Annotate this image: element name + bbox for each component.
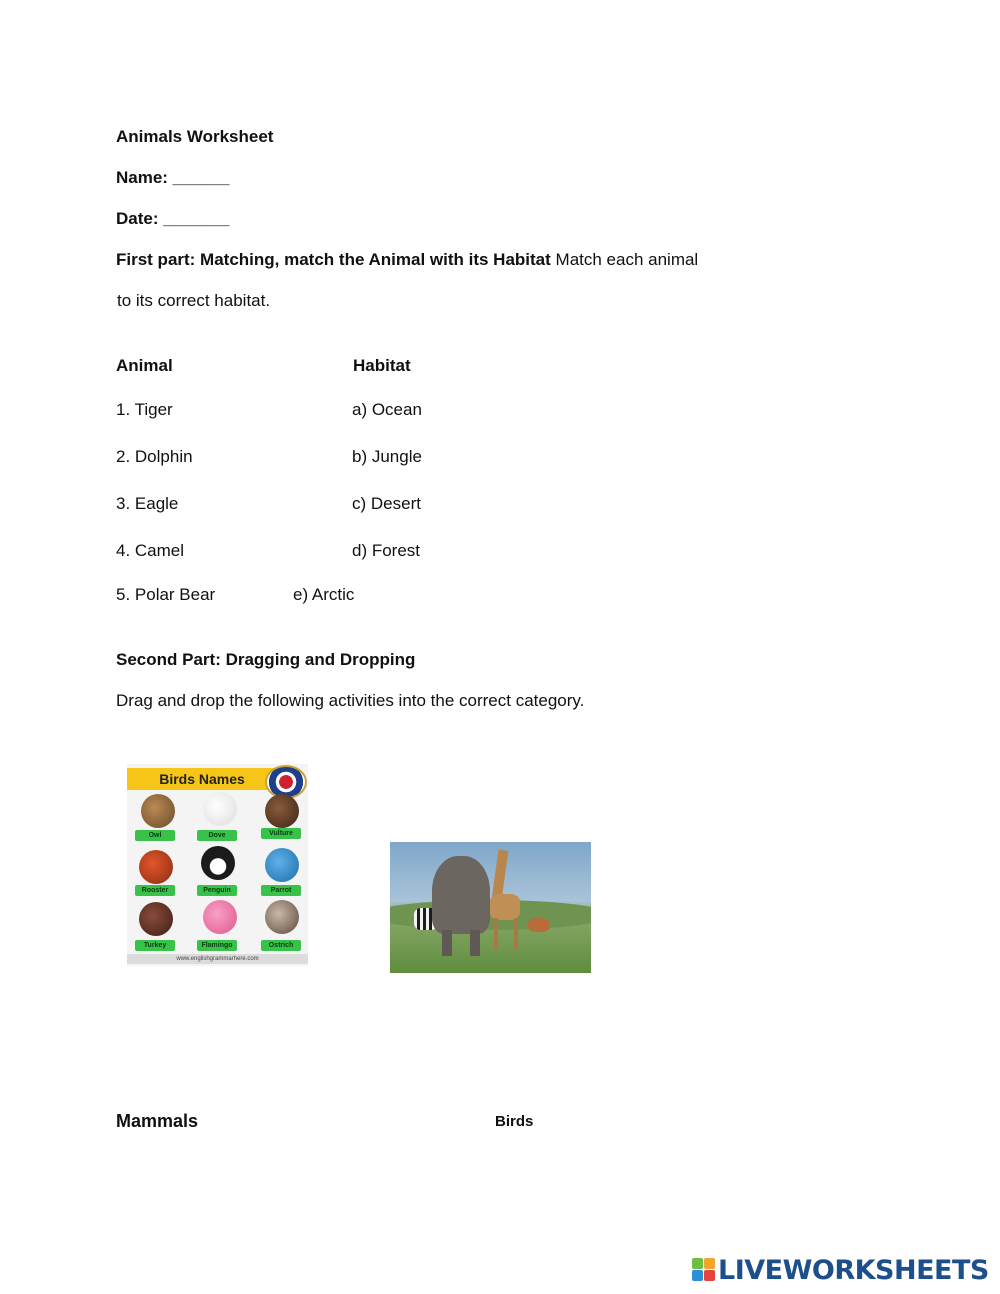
worksheet-title: Animals Worksheet — [116, 127, 274, 146]
elephant-leg — [442, 930, 452, 956]
name-field-label: Name: ______ — [116, 168, 230, 187]
poster-url: www.englishgrammarhere.com — [127, 954, 308, 964]
parrot-icon — [265, 848, 299, 882]
giraffe-neck — [492, 850, 509, 901]
poster-label-owl: Owl — [135, 830, 175, 841]
flamingo-icon — [203, 900, 237, 934]
animal-item-camel: 4. Camel — [116, 541, 185, 560]
habitat-item-arctic: e) Arctic — [293, 585, 355, 604]
part1-instruction-b: to its correct habitat. — [117, 291, 271, 310]
logo-text: LIVEWORKSHEETS — [718, 1254, 989, 1286]
poster-label-vulture: Vulture — [261, 828, 301, 839]
penguin-icon — [201, 846, 235, 880]
birds-poster-image[interactable] — [127, 764, 308, 966]
category-birds[interactable]: Birds — [495, 1113, 534, 1130]
habitat-item-ocean: a) Ocean — [352, 400, 422, 419]
ostrich-icon — [265, 900, 299, 934]
animal-item-polar-bear: 5. Polar Bear — [116, 585, 216, 604]
liveworksheets-logo-icon — [692, 1258, 716, 1282]
vulture-icon — [265, 794, 299, 828]
category-mammals[interactable]: Mammals — [116, 1111, 199, 1131]
antelope-figure — [528, 918, 550, 932]
part1-instruction-a: Match each animal — [555, 250, 699, 269]
liveworksheets-logo — [692, 1256, 989, 1284]
part1-instruction-line — [116, 250, 698, 270]
animal-item-dolphin: 2. Dolphin — [116, 447, 193, 466]
animal-item-eagle: 3. Eagle — [116, 494, 179, 513]
part1-heading: First part: Matching, match the Animal with its Habitat — [116, 250, 551, 269]
animal-item-tiger: 1. Tiger — [116, 400, 173, 419]
owl-icon — [141, 794, 175, 828]
date-field-label: Date: _______ — [116, 209, 230, 228]
rooster-icon — [139, 850, 173, 884]
poster-title: Birds Names — [127, 768, 277, 790]
elephant-leg — [470, 930, 480, 956]
habitat-item-forest: d) Forest — [352, 541, 421, 560]
poster-label-penguin: Penguin — [197, 885, 237, 896]
giraffe-leg — [494, 918, 498, 950]
habitat-item-desert: c) Desert — [352, 494, 421, 513]
turkey-icon — [139, 902, 173, 936]
poster-label-rooster: Rooster — [135, 885, 175, 896]
habitat-item-jungle: b) Jungle — [352, 447, 422, 466]
poster-label-parrot: Parrot — [261, 885, 301, 896]
poster-label-turkey: Turkey — [135, 940, 175, 951]
giraffe-figure — [490, 894, 520, 920]
part2-instruction: Drag and drop the following activities into the correct category. — [116, 691, 585, 710]
poster-label-flamingo: Flamingo — [197, 940, 237, 951]
elephant-figure — [432, 856, 490, 934]
giraffe-leg — [514, 918, 518, 950]
column-header-habitat: Habitat — [353, 356, 411, 375]
poster-label-ostrich: Ostrich — [261, 940, 301, 951]
dove-icon — [203, 792, 237, 826]
part2-heading: Second Part: Dragging and Dropping — [116, 650, 416, 669]
poster-label-dove: Dove — [197, 830, 237, 841]
column-header-animal: Animal — [116, 356, 173, 375]
mammals-photo-image[interactable] — [390, 842, 591, 973]
